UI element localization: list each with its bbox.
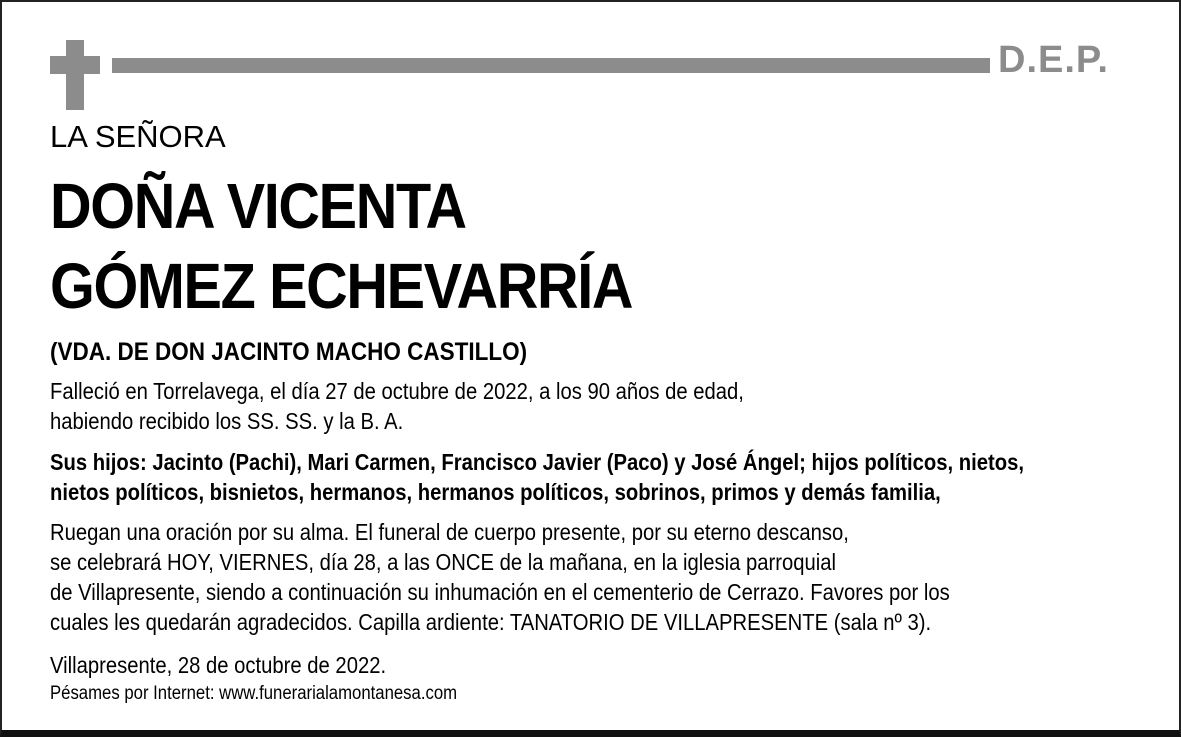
header-rule <box>112 58 990 73</box>
intro-title: LA SEÑORA <box>50 119 226 154</box>
funeral-line: Ruegan una oración por su alma. El funeral de cuerpo presente, por su eterno descanso, <box>50 519 849 545</box>
family-line: Sus hijos: Jacinto (Pachi), Mari Carmen, Francisco Javier (Paco) y José Ángel; hijos políticos, nietos, <box>50 449 1025 475</box>
widow-of-line: (VDA. DE DON JACINTO MACHO CASTILLO) <box>50 338 528 366</box>
cross-icon <box>50 40 100 110</box>
deceased-name-line-1: DOÑA VICENTA <box>50 170 466 242</box>
place-date: Villapresente, 28 de octubre de 2022. <box>50 652 387 678</box>
condolences-link[interactable]: Pésames por Internet: www.funerarialamontanesa.com <box>50 683 458 704</box>
dep-label: D.E.P. <box>998 39 1109 81</box>
funeral-line: de Villapresente, siendo a continuación su inhumación en el cementerio de Cerrazo. Favores por los <box>50 579 950 605</box>
funeral-line: se celebrará HOY, VIERNES, día 28, a las ONCE de la mañana, en la iglesia parroquial <box>50 549 837 575</box>
funeral-line: cuales les quedarán agradecidos. Capilla ardiente: TANATORIO DE VILLAPRESENTE (sala nº 3). <box>50 609 932 635</box>
family-line: nietos políticos, bisnietos, hermanos, hermanos políticos, sobrinos, primos y demás familia, <box>50 479 941 505</box>
deceased-name-line-2: GÓMEZ ECHEVARRÍA <box>50 250 633 322</box>
death-notice-line: habiendo recibido los SS. SS. y la B. A. <box>50 408 404 434</box>
death-notice-line: Falleció en Torrelavega, el día 27 de octubre de 2022, a los 90 años de edad, <box>50 378 744 404</box>
